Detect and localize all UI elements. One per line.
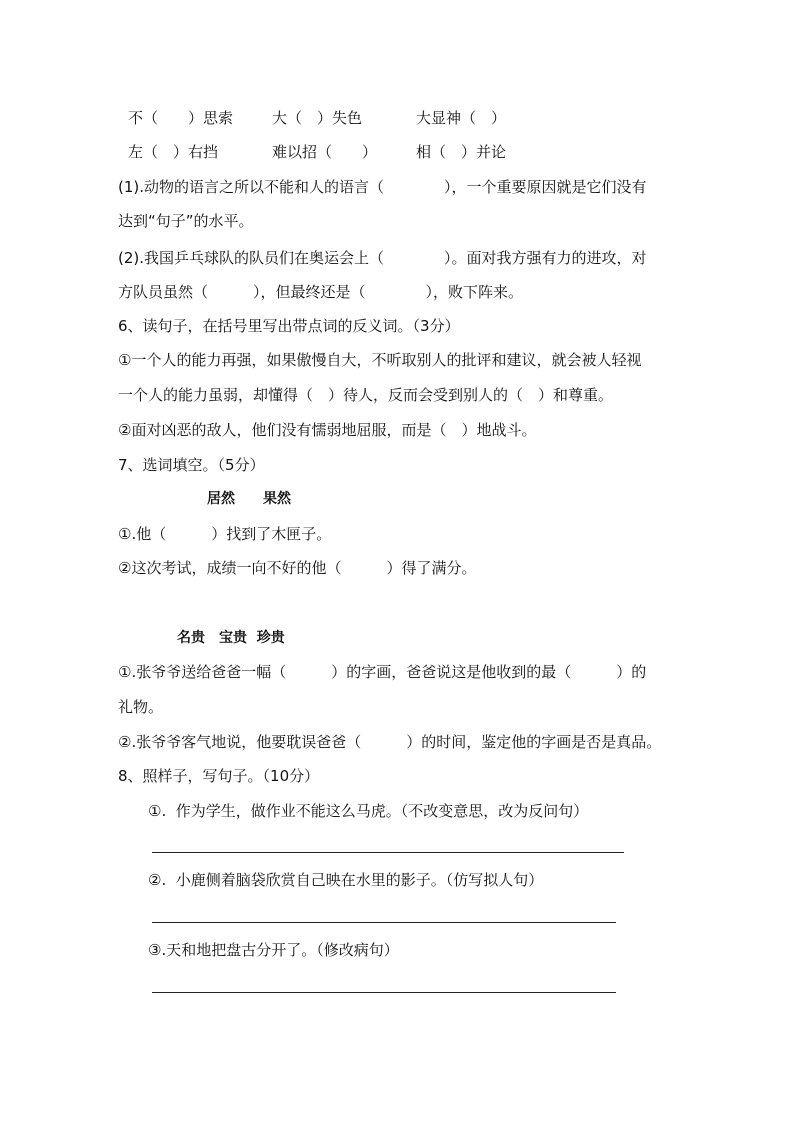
fill-sentence-1b: 达到“句子”的水平。 [118,212,254,230]
idiom-4: 左（ ）右挡 [128,143,219,161]
idiom-2: 大（ ）失色 [272,109,363,127]
q6-title: 6、读句子，在括号里写出带点词的反义词。（3分） [118,317,460,335]
q7-group1-line-2: ②这次考试，成绩一向不好的他（ ）得了满分。 [118,559,477,577]
idiom-5: 难以招（ ） [272,143,378,161]
q7-title: 7、选词填空。（5分） [118,456,265,474]
q7-word-choices-2: 名贵 宝贵 珍贵 [177,630,285,646]
q6-line-3: ②面对凶恶的敌人，他们没有懦弱地屈服，而是（ ）地战斗。 [118,421,537,439]
q7-group1-line-1: ①.他（ ）找到了木匣子。 [118,525,332,543]
fill-sentence-2a: (2).我国乒乓球队的队员们在奥运会上（ ）。面对我方强有力的进攻，对 [118,249,647,267]
q8-item-1: ①. 作为学生，做作业不能这么马虎。（不改变意思，改为反问句） [148,802,589,820]
idiom-6: 相（ ）并论 [416,143,507,161]
idiom-1: 不（ ）思索 [128,109,234,127]
q8-item-2: ②. 小鹿侧着脑袋欣赏自己映在水里的影子。（仿写拟人句） [148,871,544,889]
q7-group2-line-3: ②.张爷爷客气地说，他要耽误爸爸（ ）的时间，鉴定他的字画是否是真品。 [118,733,662,751]
q6-line-2: 一个人的能力虽弱，却懂得（ ）待人，反而会受到别人的（ ）和尊重。 [118,386,614,404]
q7-group2-line-2: 礼物。 [118,698,164,716]
q8-title: 8、照样子，写句子。（10分） [118,767,320,785]
answer-line-1[interactable] [152,852,624,853]
fill-sentence-2b: 方队员虽然（ ），但最终还是（ ），败下阵来。 [118,283,524,301]
q7-word-choices-1: 居然 果然 [207,491,291,507]
q7-group2-line-1: ①.张爷爷送给爸爸一幅（ ）的字画，爸爸说这是他收到的最（ ）的 [118,663,647,681]
q6-line-1: ①一个人的能力再强，如果傲慢自大，不听取别人的批评和建议，就会被人轻视 [118,351,642,369]
q8-item-3: ③.天和地把盘古分开了。（修改病句） [148,941,399,959]
fill-sentence-1a: (1).动物的语言之所以不能和人的语言（ ），一个重要原因就是它们没有 [118,178,647,196]
answer-line-3[interactable] [152,992,616,993]
idiom-3: 大显神（ ） [416,109,507,127]
answer-line-2[interactable] [152,922,616,923]
